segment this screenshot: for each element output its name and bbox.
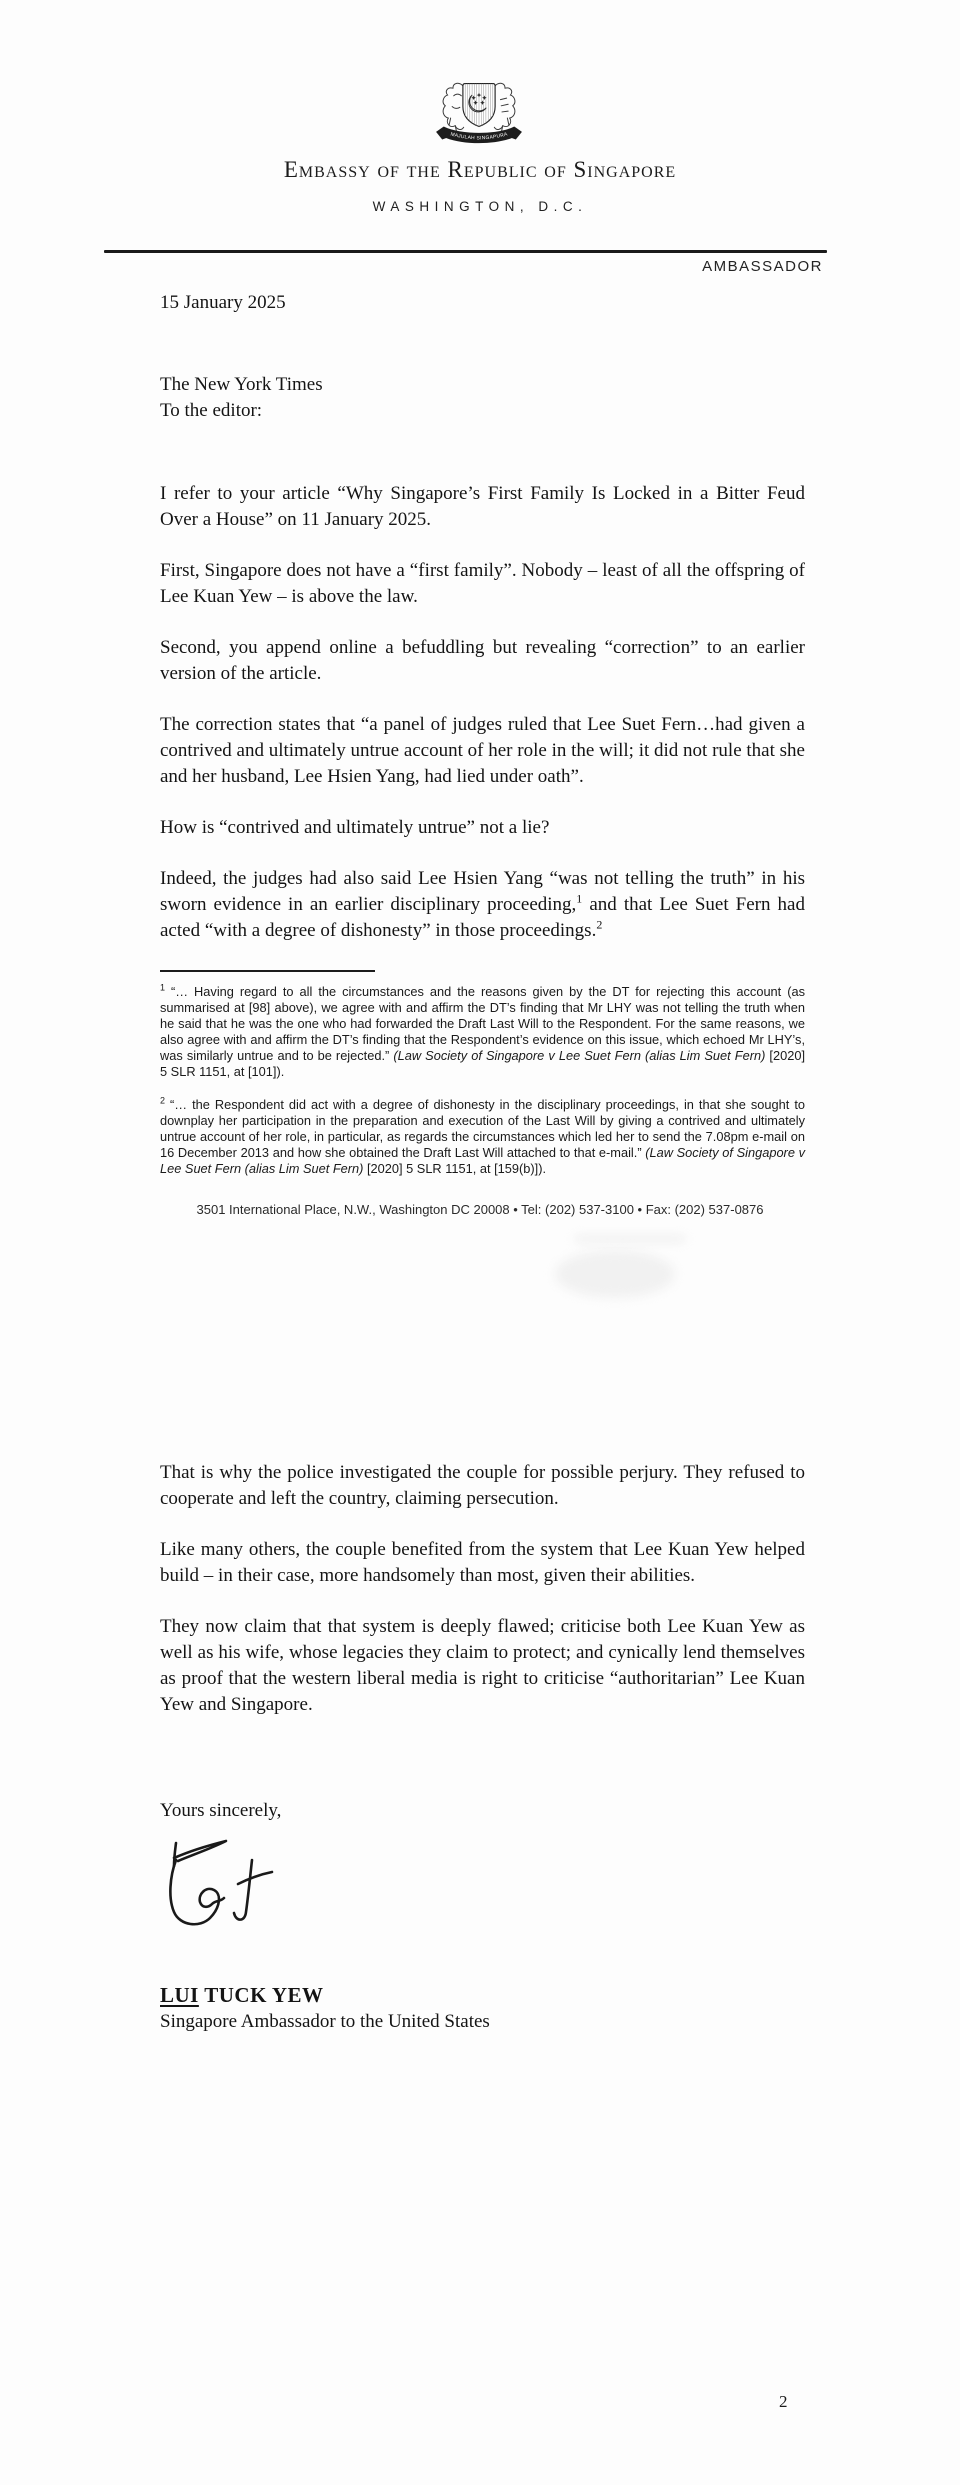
scan-artifact <box>575 1236 685 1242</box>
text-run: They now claim that that system is deeply flawed; criticise both Lee Kuan Yew as well as his wife, whose legacies they claim to protect; and cynically lend themselves as proof that the western liberal media is right to criticise “authoritarian” Lee Kuan Yew and Singapore. <box>160 1616 805 1715</box>
text-run: How is “contrived and ultimately untrue” not a lie? <box>160 817 550 838</box>
letter-page-1 <box>0 0 960 1242</box>
body-paragraph <box>160 558 805 610</box>
text-run: Like many others, the couple benefited from the system that Lee Kuan Yew helped build – in their case, more handsomely than most, given their abilities. <box>160 1539 805 1586</box>
signatory-name <box>160 1982 805 2009</box>
text-run: The correction states that “a panel of judges ruled that Lee Suet Fern…had given a contrived and ultimately untrue account of her role in the will; it did not rule that she and her husband, Lee Hsien Yang, had lied under oath”. <box>160 714 805 787</box>
recipient-name: The New York Times <box>160 374 323 395</box>
text-run: and that Lee Suet Fern had acted “with a degree of dishonesty” in those proceedings. <box>160 894 805 941</box>
recipient-block <box>160 372 805 424</box>
page1-paragraphs <box>160 481 805 944</box>
text-run: Second, you append online a befuddling but revealing “correction” to an earlier version of the article. <box>160 637 805 684</box>
letter-body-column <box>160 290 805 1194</box>
text-run: [2020] 5 SLR 1151, at [101]). <box>160 1048 805 1079</box>
body-paragraph <box>160 815 805 841</box>
embassy-address-footer: 3501 International Place, N.W., Washington DC 20008 • Tel: (202) 537-3100 • Fax: (202) 537-0876 <box>196 1202 764 1217</box>
signatory-given-name: TUCK YEW <box>198 1983 324 2007</box>
embassy-name: Embassy of the Republic of Singapore <box>283 157 677 182</box>
body-paragraph <box>160 481 805 533</box>
body-paragraph <box>160 866 805 944</box>
body-paragraph <box>160 712 805 790</box>
body-paragraph <box>160 1614 805 1718</box>
text-run: First, Singapore does not have a “first family”. Nobody – least of all the offspring of Lee Kuan Yew – is above the law. <box>160 560 805 607</box>
text-run: Indeed, the judges had also said Lee Hsien Yang “was not telling the truth” in his sworn evidence in an earlier disciplinary proceeding, <box>160 868 805 915</box>
case-citation: (Law Society of Singapore v Lee Suet Fern (alias Lim Suet Fern) <box>160 1145 805 1176</box>
singapore-coat-of-arms-icon <box>433 72 525 158</box>
footnote-marker: 1 <box>576 891 583 906</box>
letterhead-divider <box>104 250 827 253</box>
body-paragraph <box>160 635 805 687</box>
body-paragraph <box>160 1460 805 1512</box>
banner-ribbon <box>436 127 522 144</box>
body-paragraph <box>160 1537 805 1589</box>
text-run: “… the Respondent did act with a degree of dishonesty in the disciplinary proceedings, in that she sought to downplay her participation in the preparation and execution of the Last Will by giving a contrived and ultimately untrue account of her role, in particular, as regards the circumstances which led her to send the 7.08pm e-mail on 16 December 2013 and how she obtained the Draft Last Will attached to that e-mail.” <box>160 1097 805 1160</box>
lion-supporter-icon <box>443 83 464 132</box>
closing-salutation: Yours sincerely, <box>160 1800 282 1821</box>
banner-text: MAJULAH SINGAPURA <box>449 132 509 142</box>
page2-paragraphs <box>160 1460 805 1718</box>
letter-date: 15 January 2025 <box>160 292 286 313</box>
tiger-supporter-icon <box>494 83 515 132</box>
ambassador-label: AMBASSADOR <box>702 258 823 275</box>
footnote-separator <box>160 970 375 972</box>
text-run: I refer to your article “Why Singapore’s First Family Is Locked in a Bitter Feud Over a House” on 11 January 2025. <box>160 483 805 530</box>
footnote-marker: 2 <box>160 1095 166 1106</box>
footnote <box>160 1097 805 1177</box>
text-run: [2020] 5 SLR 1151, at [159(b)]). <box>363 1161 547 1176</box>
footnote <box>160 984 805 1080</box>
embassy-city: WASHINGTON, D.C. <box>372 199 588 214</box>
signatory-title: Singapore Ambassador to the United States <box>160 2011 490 2032</box>
scan-artifact <box>555 1250 675 1298</box>
letter-body-column <box>160 1460 805 2035</box>
handwritten-signature <box>166 1836 278 1932</box>
footnote-marker: 2 <box>596 917 603 932</box>
footnote-marker: 1 <box>160 982 166 993</box>
shield-icon <box>463 84 495 127</box>
case-citation: (Law Society of Singapore v Lee Suet Fern (alias Lim Suet Fern) <box>393 1048 766 1063</box>
text-run: “… Having regard to all the circumstances and the reasons given by the DT for rejecting this account (as summarised at [98] above), we agree with and affirm the DT’s finding that Mr LHY was not telling the truth when he said that he was the one who had forwarded the Draft Last Will to the Respondent. For the same reasons, we also agree with and affirm the DT’s finding that the Respondent’s evidence on this issue, which echoed Mr LHY’s, was similarly untrue and to be rejected.” <box>160 984 805 1063</box>
footnotes-block <box>160 984 805 1177</box>
page-number: 2 <box>779 2392 788 2411</box>
letter-page-2 <box>0 1242 960 2485</box>
text-run: That is why the police investigated the couple for possible perjury. They refused to cooperate and left the country, claiming persecution. <box>160 1462 805 1509</box>
signatory-surname: LUI <box>160 1983 199 2007</box>
salutation: To the editor: <box>160 400 263 421</box>
